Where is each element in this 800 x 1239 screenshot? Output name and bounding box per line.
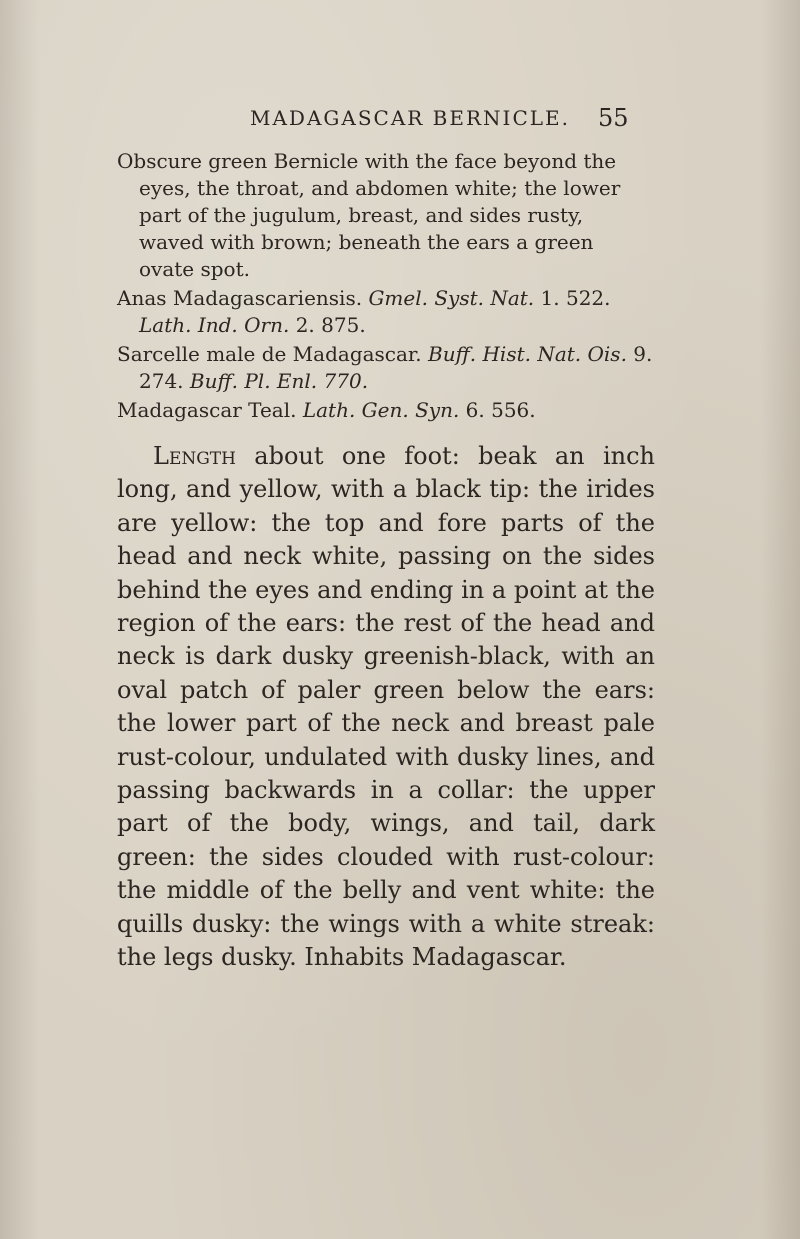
species-diagnosis bbox=[117, 148, 653, 283]
synonym-name: Sarcelle male de Madagascar. bbox=[117, 342, 422, 366]
synonymy-block bbox=[117, 148, 653, 426]
synonym-name: Madagascar Teal. bbox=[117, 398, 297, 422]
synonym-reference-location: 6. 556. bbox=[465, 398, 536, 422]
synonym-reference: Buff. Hist. Nat. Ois. bbox=[428, 342, 627, 366]
page-number: 55 bbox=[598, 104, 629, 132]
synonym-reference: Buff. Pl. Enl. 770. bbox=[189, 369, 369, 393]
synonym-reference-location: 2. 875. bbox=[295, 313, 366, 337]
species-description bbox=[117, 440, 655, 975]
synonym-reference-location: 1. 522. bbox=[540, 286, 611, 310]
description-body: about one foot: beak an inch long, and yellow, with a black tip: the irides are yellow: the top and fore parts of the head and neck white, passing on the sides behind the eyes and ending in a point at the region of the ears: the rest of the head and neck is dark dusky greenish-black, with an oval patch of paler green below the ears: the lower part of the neck and breast pale rust-colour, undulated with dusky lines, and passing backwards in a collar: the upper part of the body, wings, and tail, dark green: the sides clouded with rust-colour: the middle of the belly and vent white: the quills dusky: the wings with a white streak: the legs dusky. Inhabits Madagascar. bbox=[117, 442, 655, 972]
synonym-entry bbox=[117, 397, 653, 424]
diagnosis-text: Obscure green Bernicle with the face beyond the eyes, the throat, and abdomen white; the lower part of the jugulum, breast, and sides rusty, waved with brown; beneath the ears a green ovate spot. bbox=[117, 149, 621, 281]
running-title: MADAGASCAR BERNICLE. bbox=[250, 106, 570, 130]
synonym-entry bbox=[117, 341, 653, 395]
synonym-reference-location: 9. 274. bbox=[139, 342, 653, 393]
synonym-entry bbox=[117, 285, 653, 339]
description-lead-word: Length bbox=[153, 442, 236, 470]
synonym-reference: Lath. Gen. Syn. bbox=[302, 398, 460, 422]
synonym-reference: Gmel. Syst. Nat. bbox=[368, 286, 535, 310]
synonym-name: Anas Madagascariensis. bbox=[117, 286, 363, 310]
synonym-reference: Lath. Ind. Orn. bbox=[139, 313, 290, 337]
